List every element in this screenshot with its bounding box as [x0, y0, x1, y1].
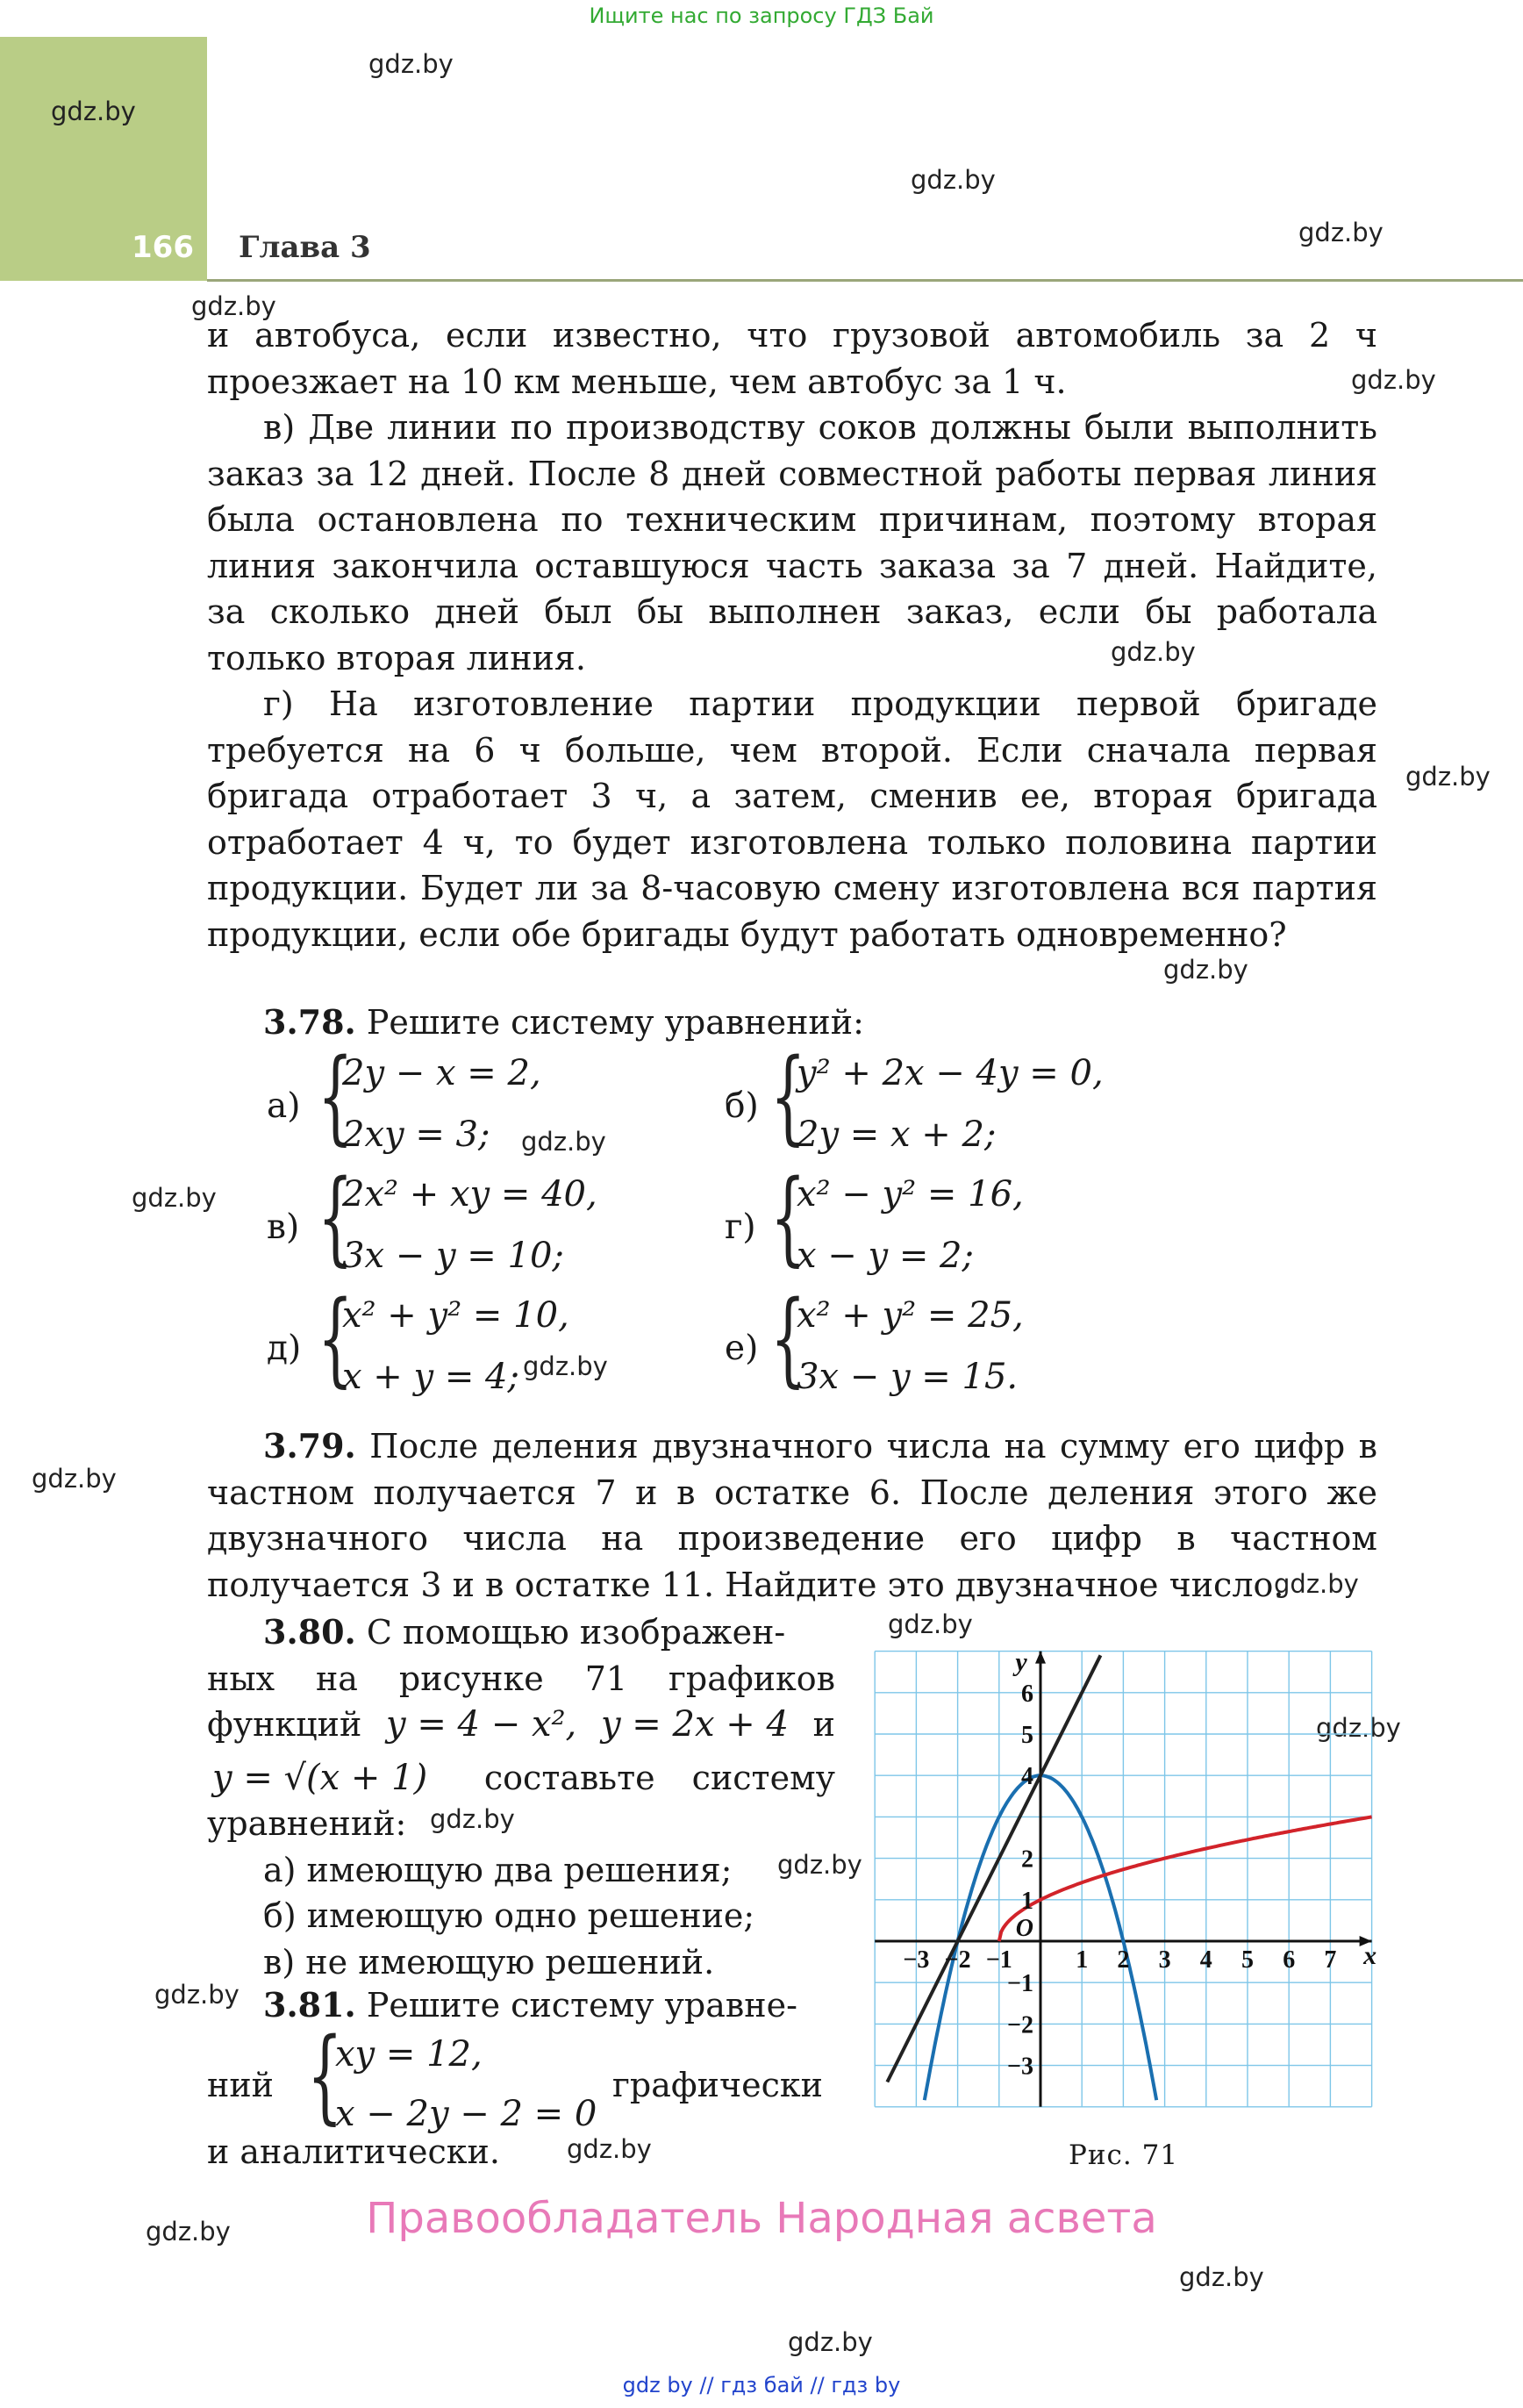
- watermark: gdz.by: [788, 2327, 873, 2357]
- equation: 2xy = 3;: [342, 1114, 490, 1155]
- watermark: gdz.by: [911, 165, 996, 195]
- sqrt-curve: [999, 1817, 1372, 1941]
- equation: xy = 12,: [335, 2034, 483, 2075]
- problem-text: уравнений:: [207, 1804, 407, 1843]
- system-label: г): [725, 1208, 756, 1247]
- watermark: gdz.by: [1179, 2262, 1264, 2292]
- watermark: gdz.by: [368, 49, 454, 79]
- brace-icon: {: [770, 1158, 806, 1277]
- function-parabola: y = 4 − x²,: [386, 1704, 577, 1745]
- equation: x² + y² = 10,: [342, 1295, 569, 1336]
- problem-text: и: [812, 1705, 835, 1744]
- y-tick-label: −3: [1007, 2053, 1033, 2081]
- problem-number: 3.81.: [263, 1985, 356, 2025]
- watermark: gdz.by: [521, 1127, 606, 1157]
- equation: 2y = x + 2;: [797, 1114, 997, 1155]
- equation: x − 2y − 2 = 0: [335, 2094, 597, 2134]
- brace-icon: {: [318, 1279, 354, 1398]
- equation: 3x − y = 10;: [342, 1236, 564, 1276]
- paragraph-v: в) Две линии по производству соков должны были выполнить заказ за 12 дней. После 8 дней совместной работы первая линия была остановлена по техническим причинам, поэтому вторая линия закончила оставшуюся часть заказа за 7 дней. Найдите, за сколько дней был бы выполнен заказ, если бы работала только вторая линия.: [207, 408, 1377, 677]
- equation: 3x − y = 15.: [797, 1357, 1019, 1397]
- paragraph-continuation: и автобуса, если известно, что грузовой автомобиль за 2 ч проезжает на 10 км меньше, чем автобус за 1 ч.: [207, 316, 1377, 401]
- system-label: е): [725, 1329, 759, 1368]
- problem-text: С помощью изображен-: [355, 1613, 786, 1652]
- problem-number: 3.80.: [263, 1612, 356, 1652]
- equation: y² + 2x − 4y = 0,: [797, 1053, 1104, 1093]
- watermark: gdz.by: [777, 1850, 862, 1880]
- y-tick-label: 5: [1021, 1722, 1033, 1749]
- problem-text: функций: [207, 1705, 362, 1744]
- problem-text: графически: [612, 2066, 823, 2104]
- y-axis-label: y: [1015, 1647, 1027, 1677]
- header-rule: [207, 279, 1523, 282]
- y-tick-label: 1: [1021, 1887, 1033, 1915]
- graph-figure-71: [874, 1647, 1377, 2106]
- option-c: в) не имеющую решений.: [263, 1942, 715, 1982]
- problem-3-80: [207, 1609, 835, 1985]
- y-tick-label: −2: [1007, 2011, 1033, 2039]
- top-link[interactable]: Ищите нас по запросу ГДЗ Бай: [589, 4, 934, 28]
- y-tick-label: 6: [1021, 1680, 1033, 1708]
- watermark: gdz.by: [430, 1804, 515, 1834]
- x-tick-label: 1: [1076, 1946, 1089, 1974]
- x-tick-label: −2: [944, 1946, 971, 1974]
- watermark: gdz.by: [154, 1980, 240, 2010]
- chapter-title: Глава 3: [239, 230, 371, 265]
- problem-text: Решите систему уравнений:: [355, 1003, 864, 1042]
- x-tick-label: 4: [1199, 1946, 1212, 1974]
- watermark: gdz.by: [1163, 955, 1248, 985]
- x-tick-label: −1: [985, 1946, 1012, 1974]
- y-tick-label: 2: [1021, 1845, 1033, 1874]
- watermark: gdz.by: [1351, 365, 1436, 395]
- system-label: б): [725, 1086, 759, 1126]
- watermark: gdz.by: [132, 1183, 217, 1213]
- watermark: gdz.by: [888, 1609, 973, 1639]
- system-label: д): [267, 1329, 302, 1368]
- problem-number: 3.78.: [263, 1002, 356, 1042]
- x-tick-label: 3: [1158, 1946, 1171, 1974]
- problem-3-78-heading: [263, 1002, 864, 1042]
- brace-icon: {: [318, 1158, 354, 1277]
- x-tick-label: 5: [1241, 1946, 1254, 1974]
- problem-text: После деления двузначного числа на сумму его цифр в частном получается 7 и в остатке 6. После деления этого же двузначного числа на произведение его цифр в частном получается 3 и в остатке 11. Найдите это двузначное число.: [207, 1427, 1377, 1604]
- x-tick-label: 2: [1117, 1946, 1130, 1974]
- problem-text: ний: [207, 2066, 274, 2104]
- watermark: gdz.by: [1298, 218, 1384, 247]
- equation: x + y = 4;: [342, 1357, 519, 1397]
- equation: x² + y² = 25,: [797, 1295, 1024, 1336]
- brace-icon: {: [770, 1037, 806, 1156]
- equation: 2y − x = 2,: [342, 1053, 541, 1093]
- bottom-links[interactable]: gdz by // гдз бай // гдз by: [622, 2373, 901, 2397]
- problem-text: ных на рисунке 71 графиков: [207, 1659, 835, 1698]
- equation: x − y = 2;: [797, 1236, 974, 1276]
- x-axis-label: x: [1363, 1941, 1377, 1970]
- line-graph: [887, 1655, 1100, 2082]
- y-tick-label: −1: [1007, 1970, 1033, 1998]
- problem-number: 3.79.: [263, 1426, 356, 1466]
- watermark: gdz.by: [523, 1351, 608, 1381]
- watermark: gdz.by: [567, 2134, 652, 2164]
- watermark: gdz.by: [191, 291, 276, 321]
- x-tick-label: 7: [1324, 1946, 1337, 1974]
- watermark: gdz.by: [1274, 1569, 1359, 1599]
- paragraph-g: г) На изготовление партии продукции первой бригаде требуется на 6 ч больше, чем второй. Если сначала первая бригада отработает 3 ч, а затем, сменив ее, вторая бригада отработает 4 ч, то будет изготовлена только половина партии продукции. Будет ли за 8-часовую смену изготовлена вся партия продукции, если обе бригады будут работать одновременно?: [207, 684, 1377, 954]
- y-tick-label: 4: [1021, 1763, 1033, 1791]
- function-sqrt: y = √(x + 1): [212, 1757, 428, 1798]
- system-label: а): [267, 1086, 301, 1126]
- function-line: y = 2x + 4: [600, 1704, 789, 1745]
- option-a: а) имеющую два решения;: [263, 1850, 733, 1889]
- problem-3-81-heading: [263, 1985, 797, 2025]
- y-axis-arrow: [1035, 1652, 1046, 1664]
- text-block: [207, 312, 1377, 957]
- problem-3-79: [207, 1423, 1377, 1608]
- x-tick-label: 6: [1283, 1946, 1296, 1974]
- watermark: gdz.by: [146, 2217, 231, 2247]
- brace-icon: {: [307, 2017, 343, 2135]
- copyright-notice: Правообладатель Народная асвета: [366, 2194, 1157, 2243]
- problem-text: составьте систему: [483, 1758, 835, 1797]
- equation: 2x² + xy = 40,: [342, 1174, 597, 1215]
- watermark: gdz.by: [1111, 637, 1196, 667]
- watermark: gdz.by: [51, 97, 136, 126]
- watermark: gdz.by: [1405, 762, 1491, 792]
- brace-icon: {: [318, 1037, 354, 1156]
- equation: x² − y² = 16,: [797, 1174, 1024, 1215]
- problem-text: и аналитически.: [207, 2132, 500, 2171]
- option-b: б) имеющую одно решение;: [263, 1896, 755, 1935]
- origin-label: O: [1015, 1915, 1033, 1942]
- problem-text: Решите систему уравне-: [355, 1986, 797, 2025]
- watermark: gdz.by: [32, 1464, 117, 1494]
- brace-icon: {: [770, 1279, 806, 1398]
- system-label: в): [267, 1208, 300, 1247]
- watermark: gdz.by: [1316, 1713, 1401, 1743]
- figure-caption: Рис. 71: [1069, 2139, 1179, 2171]
- page-number: 166: [132, 230, 194, 265]
- x-tick-label: −3: [903, 1946, 930, 1974]
